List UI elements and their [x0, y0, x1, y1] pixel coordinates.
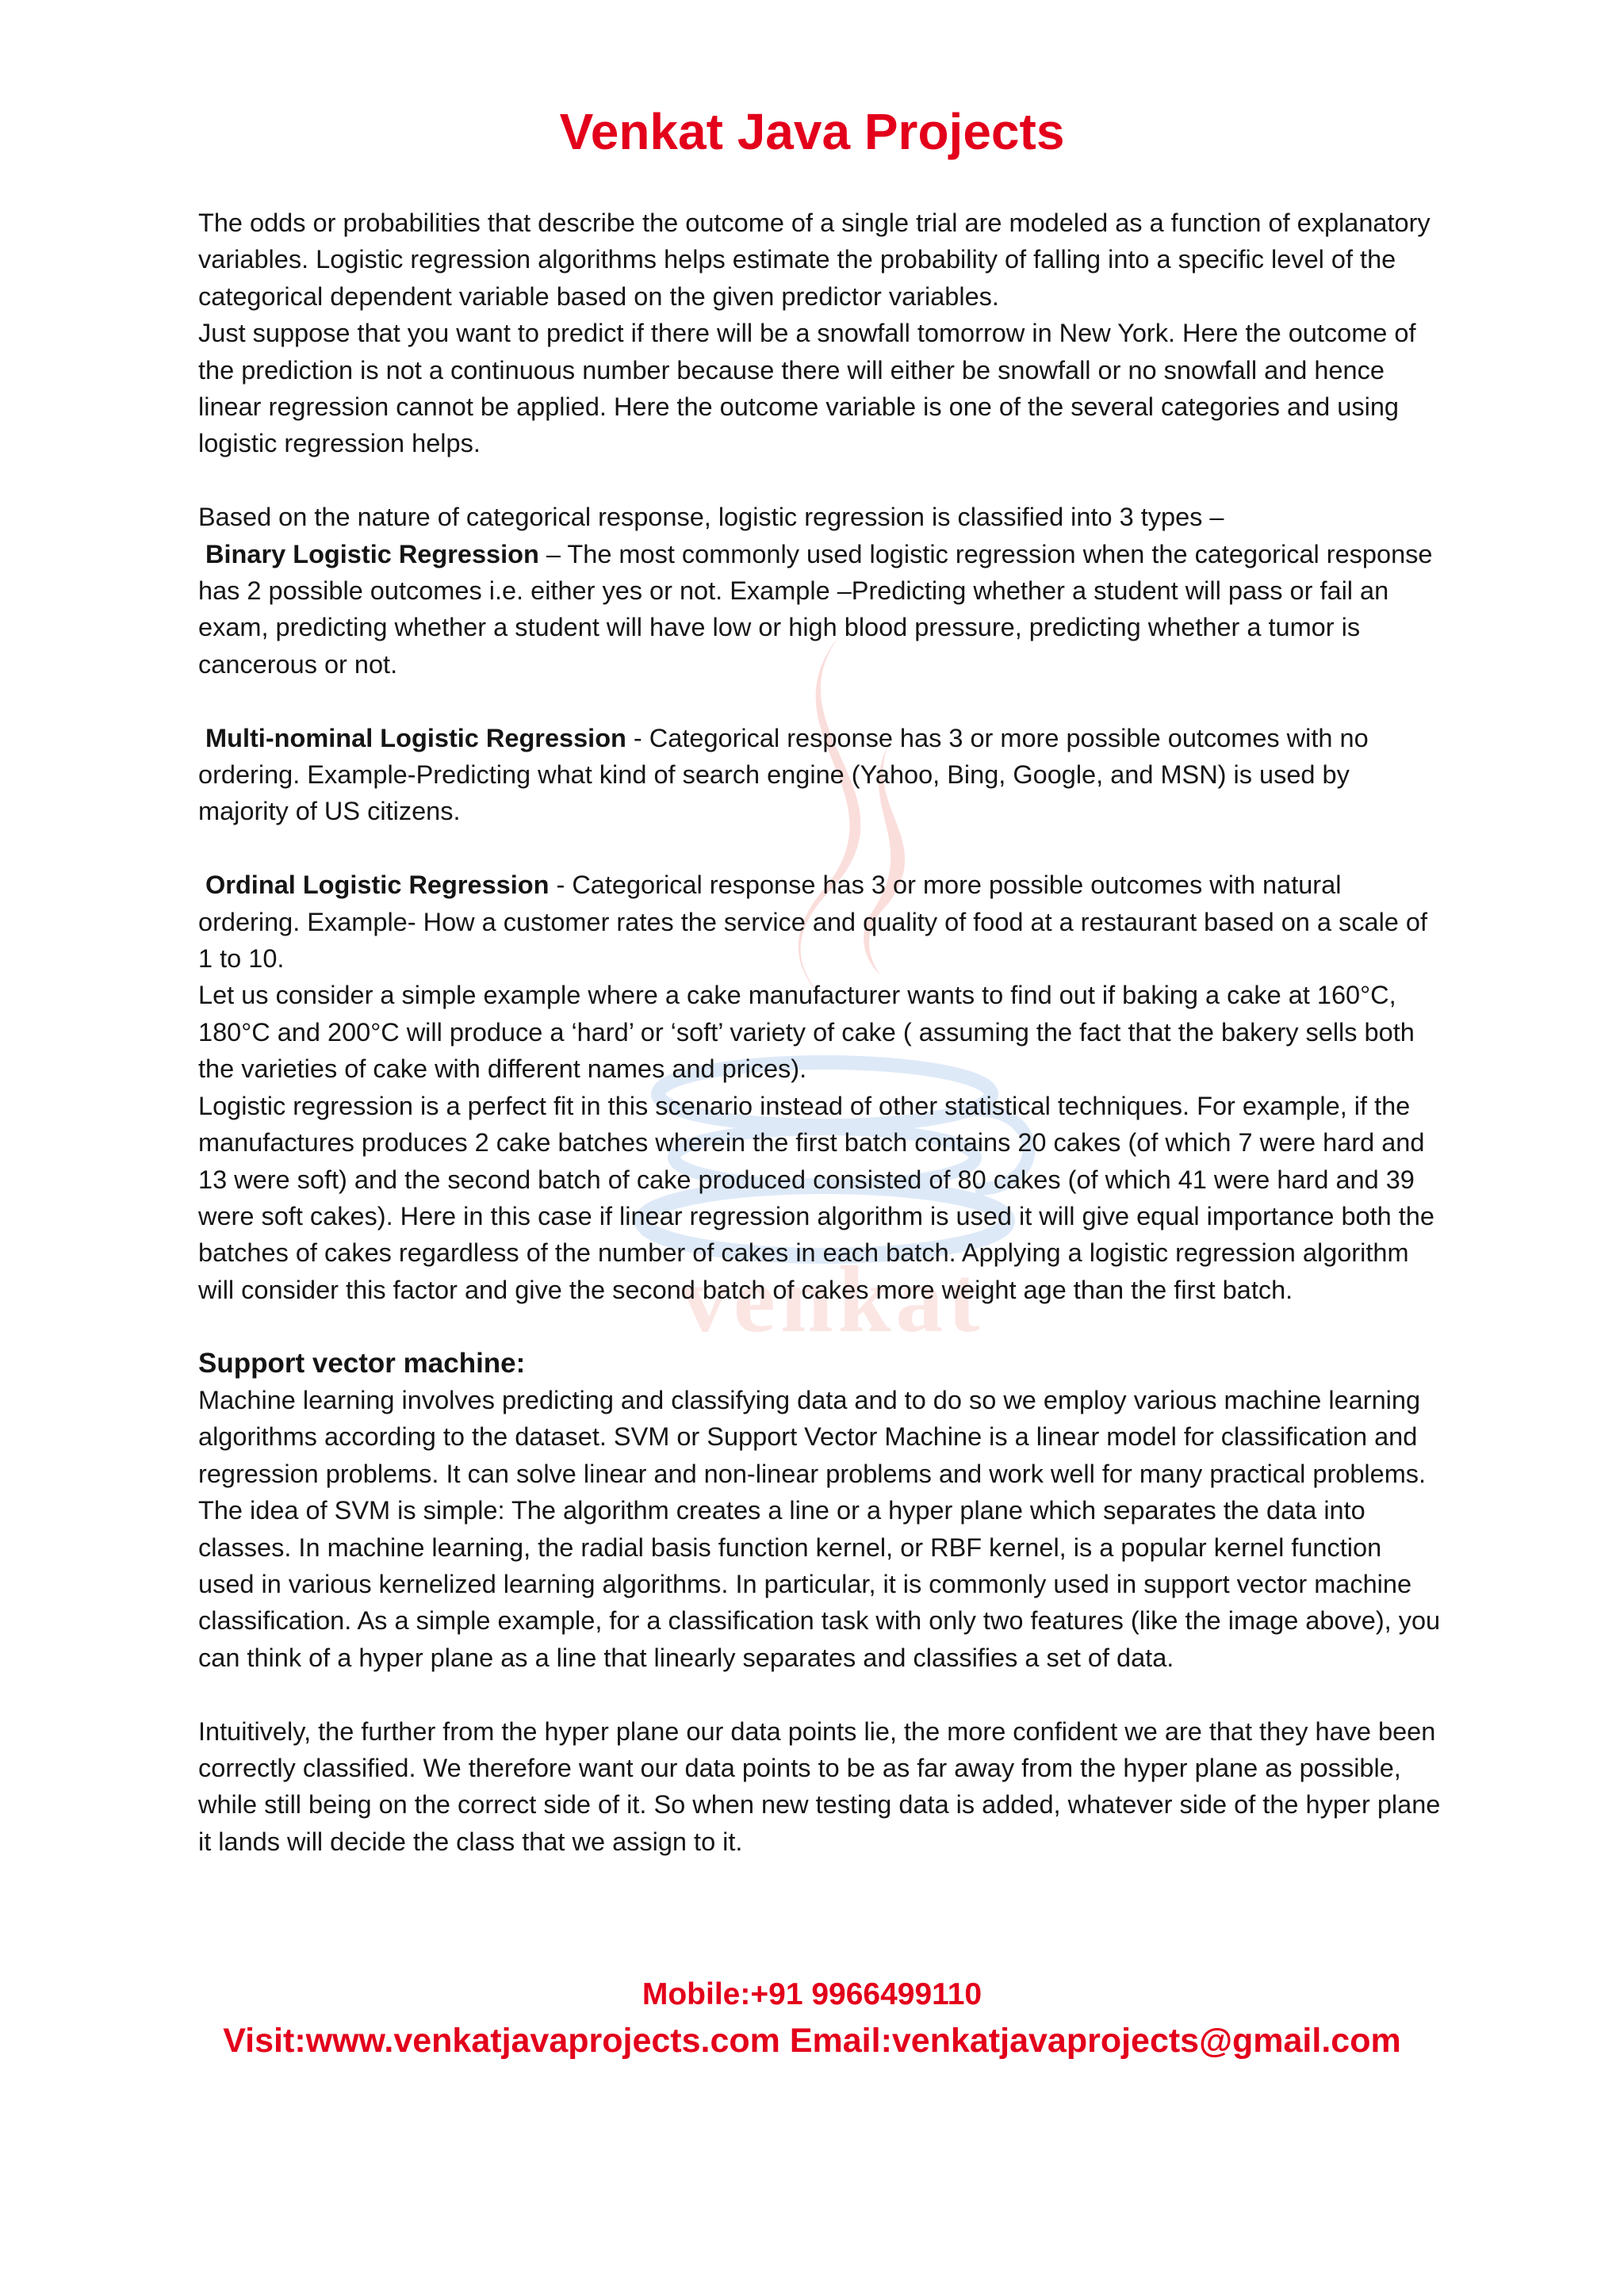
body-content	[198, 205, 1443, 1860]
spacer	[198, 683, 1443, 719]
paragraph-svm-hyperplane: Intuitively, the further from the hyper plane our data points lie, the more confident we are that they have been correctly classified. We therefore want our data points to be as far away from the hyper plane as possible, while still being on the correct side of it. So when new testing data is added, whatever side of the hyper plane it lands will decide the class that we assign to it.	[198, 1716, 1441, 1856]
footer-contact: Visit:www.venkatjavaprojects.com Email:venkatjavaprojects@gmail.com	[223, 2022, 1401, 2060]
ordinal-regression-text: - Categorical response has 3 or more possible outcomes with natural ordering. Example- How a customer rates the service and quality of food at a restaurant based on a scale of 1 to 10.	[198, 871, 1428, 974]
paragraph-intro: The odds or probabilities that describe the outcome of a single trial are modeled as a function of explanatory variables. Logistic regression algorithms helps estimate the probability of falling into a specific level of the categorical dependent variable based on the given predictor variables.	[198, 209, 1431, 311]
paragraph-cake-example: Let us consider a simple example where a cake manufacturer wants to find out if baking a cake at 160°C, 180°C and 200°C will produce a ‘hard’ or ‘soft’ variety of cake ( assuming the fact that the bakery sells both the varieties of cake with different names and prices).	[198, 981, 1415, 1084]
spacer	[198, 462, 1443, 499]
paragraph-multinominal	[198, 720, 1443, 830]
paragraph-snowfall-example: Just suppose that you want to predict if there will be a snowfall tomorrow in New York. Here the outcome of the prediction is not a continuous number because there will either be snowfall or no snowfall and hence linear regression cannot be applied. Here the outcome variable is one of the several categories and using logistic regression helps.	[198, 319, 1416, 458]
section-heading-svm: Support vector machine:	[198, 1347, 526, 1379]
page-title: Venkat Java Projects	[559, 103, 1065, 160]
watermark-text: venkat	[680, 1246, 985, 1352]
paragraph-cake-batches: Logistic regression is a perfect fit in this scenario instead of other statistical techniques. For example, if the manufactures produces 2 cake batches wherein the first batch contains 20 cakes (of which 7 were hard and 13 were soft) and the second batch of cake produced consisted of 80 cakes (of which 41 were hard and 39 were soft cakes). Here in this case if linear regression algorithm is used it will give equal importance both the batches of cakes regardless of the number of cakes in each batch. Applying a logistic regression algorithm will consider this factor and give the second batch of cakes more weight age than the first batch.	[198, 1091, 1434, 1304]
paragraph-svm-description: Machine learning involves predicting and classifying data and to do so we employ various machine learning algorithms according to the dataset. SVM or Support Vector Machine is a linear model for classification and regression problems. It can solve linear and non-linear problems and work well for many practical problems. The idea of SVM is simple: The algorithm creates a line or a hyper plane which separates the data into classes. In machine learning, the radial basis function kernel, or RBF kernel, is a popular kernel function used in various kernelized learning algorithms. In particular, it is commonly used in support vector machine classification. As a simple example, for a classification task with only two features (like the image above), you can think of a hyper plane as a line that linearly separates and classifies a set of data.	[198, 1385, 1441, 1672]
multinominal-regression-title: Multi-nominal Logistic Regression	[205, 723, 626, 752]
ordinal-regression-title: Ordinal Logistic Regression	[205, 871, 550, 900]
spacer	[198, 830, 1443, 867]
multinominal-regression-text: - Categorical response has 3 or more possible outcomes with no ordering. Example-Predicting what kind of search engine (Yahoo, Bing, Google, and MSN) is used by majority of US citizens.	[198, 723, 1369, 826]
paragraph-ordinal	[198, 867, 1443, 977]
paragraph-binary	[198, 536, 1443, 683]
binary-regression-text: – The most commonly used logistic regression when the categorical response has 2 possible outcomes i.e. either yes or not. Example –Predicting whether a student will pass or fail an exam, predicting whether a student will have low or high blood pressure, predicting whether a tumor is cancerous or not.	[198, 539, 1433, 679]
footer-mobile: Mobile:+91 9966499110	[642, 1977, 982, 2011]
spacer	[198, 1676, 1443, 1712]
spacer	[198, 1308, 1443, 1345]
paragraph-types-intro: Based on the nature of categorical response, logistic regression is classified into 3 types –	[198, 503, 1224, 532]
binary-regression-title: Binary Logistic Regression	[205, 539, 539, 568]
